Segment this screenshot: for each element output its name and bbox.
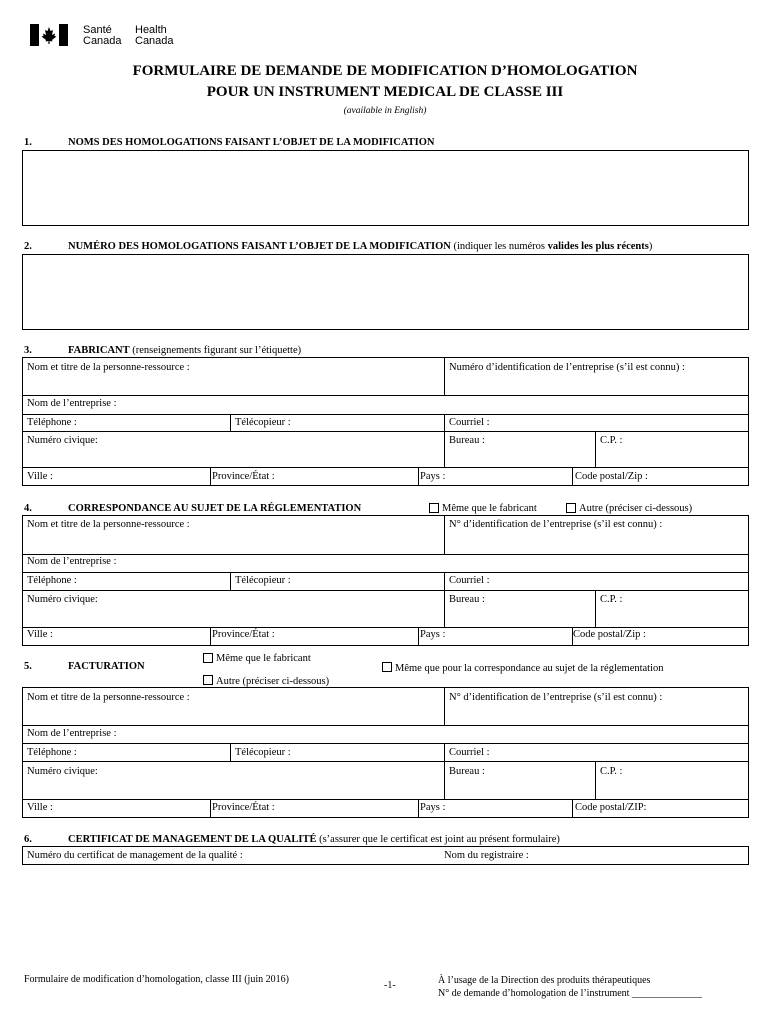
section4-other-checkbox[interactable] [566,503,576,513]
section3-country-label[interactable]: Pays : [420,471,446,482]
form-title-line2: POUR UN INSTRUMENT MEDICAL DE CLASSE III [206,84,564,100]
section1-input-box[interactable] [22,150,749,226]
section4-number: 4. [24,503,32,514]
section2-input-box[interactable] [22,254,749,330]
section1-number: 1. [24,137,32,148]
section4-office-label[interactable]: Bureau : [449,594,485,605]
section2-note-suffix: ) [648,241,653,252]
section5-province-label[interactable]: Province/État : [212,802,275,813]
section6-cert-number-label[interactable]: Numéro du certificat de management de la qualité : [27,850,243,861]
section5-company-name-label[interactable]: Nom de l’entreprise : [27,728,117,739]
section4-fax-label[interactable]: Télécopieur : [235,575,291,586]
section6-title-text: CERTIFICAT DE MANAGEMENT DE LA QUALITÉ [68,834,317,845]
section4-same-label: Même que le fabricant [442,503,537,514]
section3-phone-label[interactable]: Téléphone : [27,417,77,428]
section5-company-id-label[interactable]: N° d’identification de l’entreprise (s’il est connu) : [449,692,663,703]
section5-po-box-label[interactable]: C.P. : [600,766,623,777]
section2-note-prefix: (indiquer les numéros [453,241,548,252]
section6-title [68,834,560,845]
section5-number: 5. [24,661,32,672]
section5-title: FACTURATION [68,661,145,672]
section3-email-label[interactable]: Courriel : [449,417,490,428]
section6-note: (s’assurer que le certificat est joint au présent formulaire) [319,834,560,845]
section5-fax-label[interactable]: Télécopieur : [235,747,291,758]
footer-page-number: -1- [384,980,396,991]
logo-en-line1: Health [135,24,167,36]
section4-country-label[interactable]: Pays : [420,629,446,640]
section4-title: CORRESPONDANCE AU SUJET DE LA RÉGLEMENTATION [68,503,362,514]
section5-postal-label[interactable]: Code postal/ZIP: [575,802,647,813]
section3-office-label[interactable]: Bureau : [449,435,485,446]
section3-postal-label[interactable]: Code postal/Zip : [575,471,648,482]
canada-flag-icon [30,24,68,46]
section3-contact-name-label[interactable]: Nom et titre de la personne-ressource : [27,362,190,373]
section5-country-label[interactable]: Pays : [420,802,446,813]
section4-contact-name-label[interactable]: Nom et titre de la personne-ressource : [27,519,190,530]
section4-phone-label[interactable]: Téléphone : [27,575,77,586]
logo-en-line2: Canada [135,35,174,47]
section3-street-label[interactable]: Numéro civique: [27,435,98,446]
footer-office-use: À l’usage de la Direction des produits thérapeutiques [438,975,651,986]
section3-table [22,357,749,486]
section3-company-id-label[interactable]: Numéro d’identification de l’entreprise (s’il est connu) : [449,362,685,373]
logo-fr-line1: Santé [83,24,112,36]
section4-province-label[interactable]: Province/État : [212,629,275,640]
section5-same-label: Même que le fabricant [216,653,311,664]
section3-number: 3. [24,345,32,356]
section3-note: (renseignements figurant sur l’étiquette) [132,345,302,356]
section4-other-label: Autre (préciser ci-dessous) [579,503,693,514]
section2-note-bold: valides les plus récents [547,241,649,252]
section5-city-label[interactable]: Ville : [27,802,53,813]
section5-other-checkbox[interactable] [203,675,213,685]
section3-company-name-label[interactable]: Nom de l’entreprise : [27,398,117,409]
section3-title [68,345,301,356]
section3-city-label[interactable]: Ville : [27,471,53,482]
section3-po-box-label[interactable]: C.P. : [600,435,623,446]
section5-email-label[interactable]: Courriel : [449,747,490,758]
section6-number: 6. [24,834,32,845]
section4-postal-label[interactable]: Code postal/Zip : [573,629,646,640]
form-subtitle: (available in English) [343,106,427,116]
section4-email-label[interactable]: Courriel : [449,575,490,586]
section2-number: 2. [24,241,32,252]
form-title-line1: FORMULAIRE DE DEMANDE DE MODIFICATION D’HOMOLOGATION [132,63,638,79]
section5-phone-label[interactable]: Téléphone : [27,747,77,758]
section5-contact-name-label[interactable]: Nom et titre de la personne-ressource : [27,692,190,703]
section5-corr-label: Même que pour la correspondance au sujet de la réglementation [395,663,664,674]
section4-street-label[interactable]: Numéro civique: [27,594,98,605]
section2-title-text: NUMÉRO DES HOMOLOGATIONS FAISANT L’OBJET DE LA MODIFICATION [68,241,451,252]
footer-app-number[interactable]: N° de demande d’homologation de l’instrument ______________ [438,988,702,999]
section4-same-checkbox[interactable] [429,503,439,513]
section4-city-label[interactable]: Ville : [27,629,53,640]
section5-street-label[interactable]: Numéro civique: [27,766,98,777]
section5-same-checkbox[interactable] [203,653,213,663]
section2-title [68,241,652,252]
section5-office-label[interactable]: Bureau : [449,766,485,777]
section5-other-label: Autre (préciser ci-dessous) [216,676,330,687]
section3-title-text: FABRICANT [68,345,130,356]
section3-fax-label[interactable]: Télécopieur : [235,417,291,428]
section4-po-box-label[interactable]: C.P. : [600,594,623,605]
section5-corr-checkbox[interactable] [382,662,392,672]
section5-table [22,687,749,818]
section4-company-name-label[interactable]: Nom de l’entreprise : [27,556,117,567]
footer-form-name: Formulaire de modification d’homologation, classe III (juin 2016) [24,974,289,985]
section4-table [22,515,749,646]
logo-fr-line2: Canada [83,35,122,47]
section4-company-id-label[interactable]: N° d’identification de l’entreprise (s’il est connu) : [449,519,663,530]
section3-province-label[interactable]: Province/État : [212,471,275,482]
section6-registrar-label[interactable]: Nom du registraire : [444,850,529,861]
section1-title: NOMS DES HOMOLOGATIONS FAISANT L’OBJET DE LA MODIFICATION [68,137,435,148]
